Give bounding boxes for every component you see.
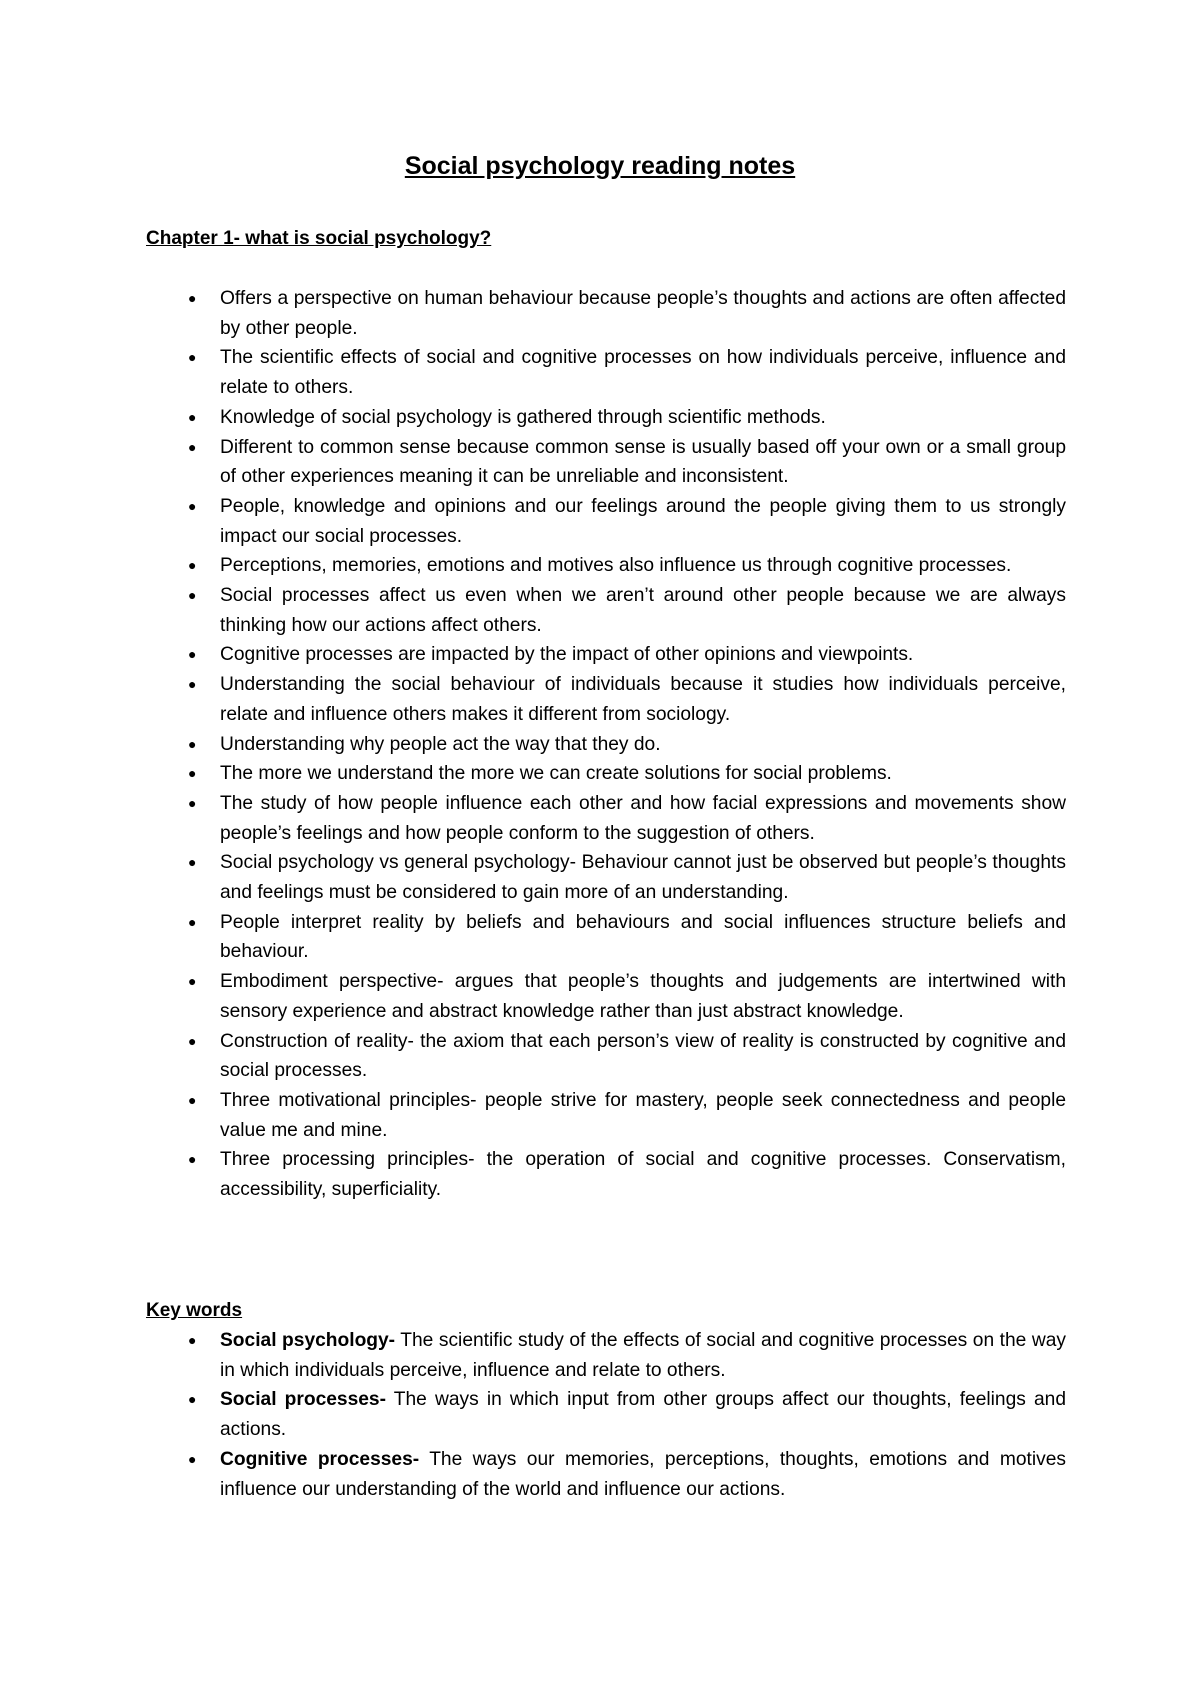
list-item [146, 848, 1066, 907]
keyword-term: Social processes- [220, 1389, 386, 1411]
keyword-item [146, 1326, 1066, 1385]
note-text: Cognitive processes are impacted by the impact of other opinions and viewpoints. [220, 644, 914, 666]
note-text: Three motivational principles- people strive for mastery, people seek connectedness and people value me and mine. [220, 1089, 1066, 1141]
page-title: Social psychology reading notes [404, 152, 796, 180]
list-item [146, 759, 1066, 789]
bullet-icon: ● [188, 497, 197, 514]
keyword-term: Social psychology- [220, 1330, 396, 1351]
bullet-icon: ● [188, 1091, 197, 1108]
bullet-icon: ● [188, 676, 197, 693]
bullet-icon: ● [188, 290, 197, 306]
keyword-item [146, 1445, 1066, 1504]
list-item [146, 284, 1066, 343]
bullet-icon: ● [188, 408, 197, 425]
list-item [146, 967, 1066, 1026]
bullet-icon: ● [188, 794, 197, 811]
note-text: People, knowledge and opinions and our feelings around the people giving them to us strongly impact our social processes. [220, 495, 1066, 547]
bullet-icon: ● [188, 587, 197, 604]
chapter-heading: Chapter 1- what is social psychology? [146, 228, 492, 249]
keywords-list [146, 1326, 1066, 1504]
bullet-icon: ● [188, 1450, 197, 1467]
keyword-definition: The ways in which input from other groups affect our thoughts, feelings and actions. [220, 1389, 1067, 1441]
keyword-definition: The scientific study of the effects of social and cognitive processes on the way in which individuals perceive, influence and relate to others. [220, 1330, 1066, 1381]
keyword-definition: The ways our memories, perceptions, thoughts, emotions and motives influence our understanding of the world and influence our actions. [220, 1448, 1066, 1500]
bullet-icon: ● [188, 913, 197, 930]
bullet-icon: ● [188, 1332, 197, 1348]
list-item [146, 789, 1066, 848]
list-item [146, 433, 1066, 492]
bullet-icon: ● [188, 735, 197, 752]
list-item [146, 730, 1066, 760]
bullet-icon: ● [188, 557, 197, 574]
list-item [146, 1086, 1066, 1145]
list-item [146, 1145, 1066, 1204]
keywords-heading: Key words [146, 1300, 243, 1321]
bullet-icon: ● [188, 349, 197, 366]
note-text: Knowledge of social psychology is gathered through scientific methods. [220, 406, 826, 428]
note-text: Social psychology vs general psychology- Behaviour cannot just be observed but people’s thoughts and feelings must be considered to gain more of an understanding. [220, 852, 1066, 904]
note-text: Construction of reality- the axiom that each person’s view of reality is constructed by cognitive and social processes. [220, 1030, 1066, 1082]
bullet-icon: ● [188, 854, 197, 871]
keyword-item [146, 1385, 1066, 1444]
bullet-icon: ● [188, 1032, 197, 1049]
note-text: Understanding the social behaviour of individuals because it studies how individuals perceive, relate and influence others makes it different from sociology. [220, 674, 1066, 725]
note-text: Offers a perspective on human behaviour because people’s thoughts and actions are often affected by other people. [220, 288, 1066, 339]
bullet-icon: ● [188, 646, 197, 663]
bullet-icon: ● [188, 1391, 197, 1408]
note-text: Perceptions, memories, emotions and motives also influence us through cognitive processes. [220, 555, 1012, 577]
bullet-icon: ● [188, 765, 197, 782]
list-item [146, 581, 1066, 640]
note-text: Three processing principles- the operation of social and cognitive processes. Conservatism, accessibility, superficiality. [220, 1149, 1066, 1201]
note-text: The more we understand the more we can create solutions for social problems. [220, 763, 892, 785]
bullet-icon: ● [188, 973, 197, 990]
note-text: The scientific effects of social and cognitive processes on how individuals perceive, influence and relate to others. [220, 347, 1066, 399]
list-item [146, 640, 1066, 670]
list-item [146, 670, 1066, 729]
note-text: The study of how people influence each other and how facial expressions and movements show people’s feelings and how people conform to the suggestion of others. [220, 792, 1066, 844]
list-item [146, 908, 1066, 967]
note-text: Different to common sense because common sense is usually based off your own or a small group of other experiences meaning it can be unreliable and inconsistent. [220, 436, 1066, 488]
list-item [146, 551, 1066, 581]
notes-list [146, 284, 1066, 1205]
note-text: Understanding why people act the way that they do. [220, 733, 661, 755]
list-item [146, 492, 1066, 551]
note-text: People interpret reality by beliefs and behaviours and social influences structure beliefs and behaviour. [220, 911, 1066, 963]
list-item [146, 403, 1066, 433]
bullet-icon: ● [188, 1151, 197, 1168]
list-item [146, 1027, 1066, 1086]
list-item [146, 343, 1066, 402]
note-text: Social processes affect us even when we aren’t around other people because we are always thinking how our actions affect others. [220, 585, 1066, 636]
bullet-icon: ● [188, 438, 197, 455]
keyword-term: Cognitive processes- [220, 1448, 420, 1470]
note-text: Embodiment perspective- argues that people’s thoughts and judgements are intertwined with sensory experience and abstract knowledge rather than just abstract knowledge. [220, 971, 1066, 1022]
